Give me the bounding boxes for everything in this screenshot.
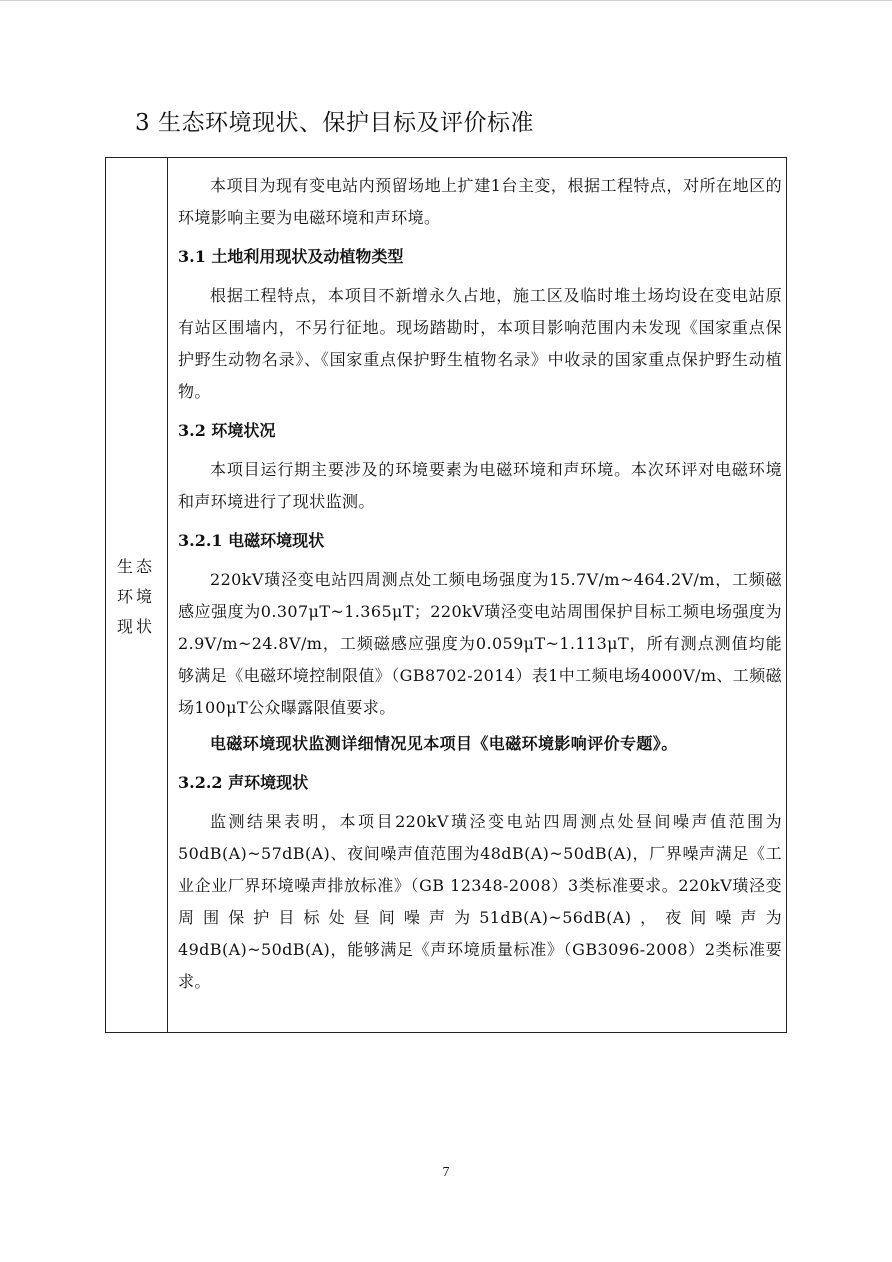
electromagnetic-reference-note: 电磁环境现状监测详细情况见本项目《电磁环境影响评价专题》。	[210, 734, 678, 753]
content-cell	[178, 170, 782, 998]
electromagnetic-paragraph: 220kV璜泾变电站四周测点处工频电场强度为15.7V/m~464.2V/m，工频磁感应强度为0.307μT~1.365μT；220kV璜泾变电站周围保护目标工频电场强度为2.9V/m~24.8V/m，工频磁感应强度为0.059μT~1.113μT，所有测点测值均能够满足《电磁环境控制限值》（GB8702-2014）表1中工频电场4000V/m、工频磁场100μT公众曝露限值要求。	[178, 570, 782, 717]
row-label-line: 现状	[116, 617, 155, 636]
heading-3-2: 3.2 环境状况	[178, 421, 276, 440]
heading-3-2-2: 3.2.2 声环境现状	[178, 773, 309, 792]
row-label-line: 环境	[116, 587, 155, 606]
top-rule	[0, 0, 892, 1]
heading-3-2-1: 3.2.1 电磁环境现状	[178, 531, 325, 550]
environment-status-paragraph: 本项目运行期主要涉及的环境要素为电磁环境和声环境。本次环评对电磁环境和声环境进行了现状监测。	[178, 460, 782, 511]
row-label-line: 生态	[116, 557, 155, 576]
heading-3-1: 3.1 土地利用现状及动植物类型	[178, 247, 404, 266]
intro-paragraph: 本项目为现有变电站内预留场地上扩建1台主变，根据工程特点，对所在地区的环境影响主要为电磁环境和声环境。	[178, 176, 782, 227]
row-label	[106, 552, 166, 642]
land-use-paragraph: 根据工程特点，本项目不新增永久占地，施工区及临时堆土场均设在变电站原有站区围墙内，不另行征地。现场踏勘时，本项目影响范围内未发现《国家重点保护野生动物名录》、《国家重点保护野生植物名录》中收录的国家重点保护野生动植物。	[178, 286, 782, 401]
section-title: 3 生态环境现状、保护目标及评价标准	[135, 110, 534, 136]
acoustic-paragraph: 监测结果表明，本项目220kV璜泾变电站四周测点处昼间噪声值范围为50dB(A)~57dB(A)、夜间噪声值范围为48dB(A)~50dB(A)，厂界噪声满足《工业企业厂界环境噪声排放标准》（GB 12348-2008）3类标准要求。220kV璜泾变周围保护目标处昼间噪声为51dB(A)~56dB(A)，夜间噪声为49dB(A)~50dB(A)，能够满足《声环境质量标准》（GB3096-2008）2类标准要求。	[178, 812, 782, 991]
row-label-cell	[106, 158, 168, 1032]
content-table	[105, 157, 787, 1033]
page-number: 7	[442, 1165, 450, 1180]
